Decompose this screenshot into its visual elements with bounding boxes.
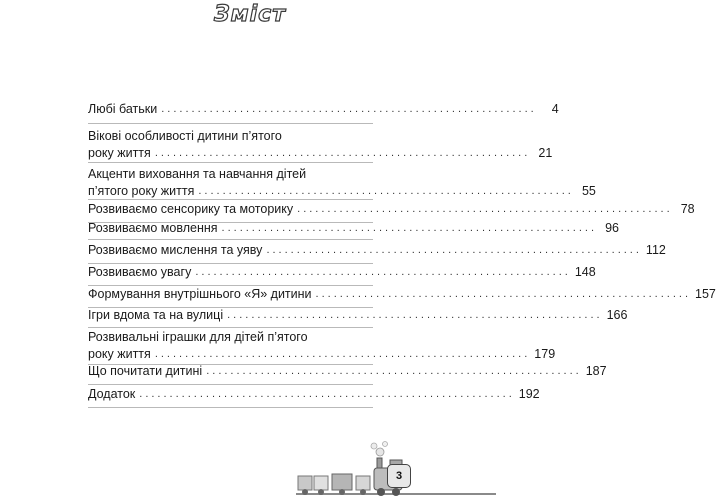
leader-dots: ..............................................................	[227, 309, 603, 321]
chimney	[377, 458, 382, 468]
toc-entry-title: Розвиваємо увагу	[88, 265, 192, 279]
toc-entry-title: Любі батьки	[88, 102, 158, 116]
toc-page-number: 179	[534, 347, 556, 361]
page-number-badge: 3	[387, 464, 411, 488]
wheel	[392, 488, 400, 496]
wheel	[318, 489, 324, 495]
toc-entry[interactable]	[88, 286, 716, 303]
toc-entry-title: Ігри вдома та на вулиці	[88, 308, 224, 322]
toc-entry[interactable]	[88, 220, 620, 237]
toc-entry-title-line: Розвивальні іграшки для дітей п’ятого	[88, 330, 308, 344]
toc-entry[interactable]	[88, 307, 628, 324]
block-wagon	[314, 476, 328, 490]
smoke	[383, 442, 388, 447]
toc-entry-title: Розвиваємо мислення та уяву	[88, 243, 263, 257]
leader-dots: ..............................................................	[154, 147, 531, 159]
separator	[88, 407, 373, 408]
leader-dots: ..............................................................	[198, 185, 574, 197]
leader-dots: ..............................................................	[206, 365, 582, 377]
leader-dots: ..............................................................	[154, 348, 531, 360]
separator	[88, 162, 373, 163]
toc-entry-title: Що почитати дитині	[88, 364, 203, 378]
page-title: Зміст	[214, 2, 286, 27]
toc-entry[interactable]	[88, 329, 556, 363]
smoke	[371, 443, 377, 449]
toc-entry[interactable]	[88, 101, 559, 118]
toc-entry-title-line: року життя	[88, 146, 151, 160]
toc-entry-title: Формування внутрішнього «Я» дитини	[88, 287, 312, 301]
toc-entry-title-line: п’ятого року життя	[88, 184, 195, 198]
toc-entry-title-line: Вікові особливості дитини п’ятого	[88, 129, 282, 143]
toc-entry-title-line: року життя	[88, 347, 151, 361]
toc-entry[interactable]	[88, 242, 666, 259]
toc-entry[interactable]	[88, 201, 695, 218]
leader-dots: ..............................................................	[139, 388, 515, 400]
toc-page-number: 148	[574, 265, 596, 279]
separator	[88, 327, 373, 328]
toc-page-number: 112	[645, 243, 666, 257]
toc-page-number: 21	[538, 146, 553, 160]
wheel	[302, 489, 308, 495]
separator	[88, 199, 373, 200]
toc-entry[interactable]	[88, 264, 596, 281]
toc-page-number: 78	[680, 202, 695, 216]
wheel	[377, 488, 385, 496]
separator	[88, 123, 373, 124]
toc-page-number: 157	[695, 287, 716, 301]
toc-entry[interactable]	[88, 166, 596, 200]
toc-entry-title: Розвиваємо сенсорику та моторику	[88, 202, 294, 216]
toc-page-number: 96	[605, 221, 620, 235]
toc-entry[interactable]	[88, 128, 553, 162]
toc-page-number: 166	[606, 308, 628, 322]
block-wagon	[356, 476, 370, 490]
leader-dots: ..............................................................	[195, 266, 571, 278]
leader-dots: ..............................................................	[297, 203, 673, 215]
leader-dots: ..............................................................	[266, 244, 642, 256]
separator	[88, 384, 373, 385]
leader-dots: ..............................................................	[221, 222, 598, 234]
toc-page-number: 4	[551, 102, 559, 116]
smoke	[376, 448, 384, 456]
wheel	[339, 489, 345, 495]
toc-page-number: 187	[585, 364, 607, 378]
toc-page-number: 55	[581, 184, 596, 198]
block-wagon	[332, 474, 352, 490]
block-wagon	[298, 476, 312, 490]
separator	[88, 239, 373, 240]
toc-entry[interactable]	[88, 386, 540, 403]
toc-entry[interactable]	[88, 363, 607, 380]
toc-entry-title: Додаток	[88, 387, 136, 401]
wheel	[360, 489, 366, 495]
leader-dots: ..............................................................	[315, 288, 692, 300]
toc-page-number: 192	[518, 387, 540, 401]
toc-entry-title-line: Акценти виховання та навчання дітей	[88, 167, 307, 181]
toc-entry-title: Розвиваємо мовлення	[88, 221, 218, 235]
leader-dots: ..............................................................	[161, 103, 537, 115]
